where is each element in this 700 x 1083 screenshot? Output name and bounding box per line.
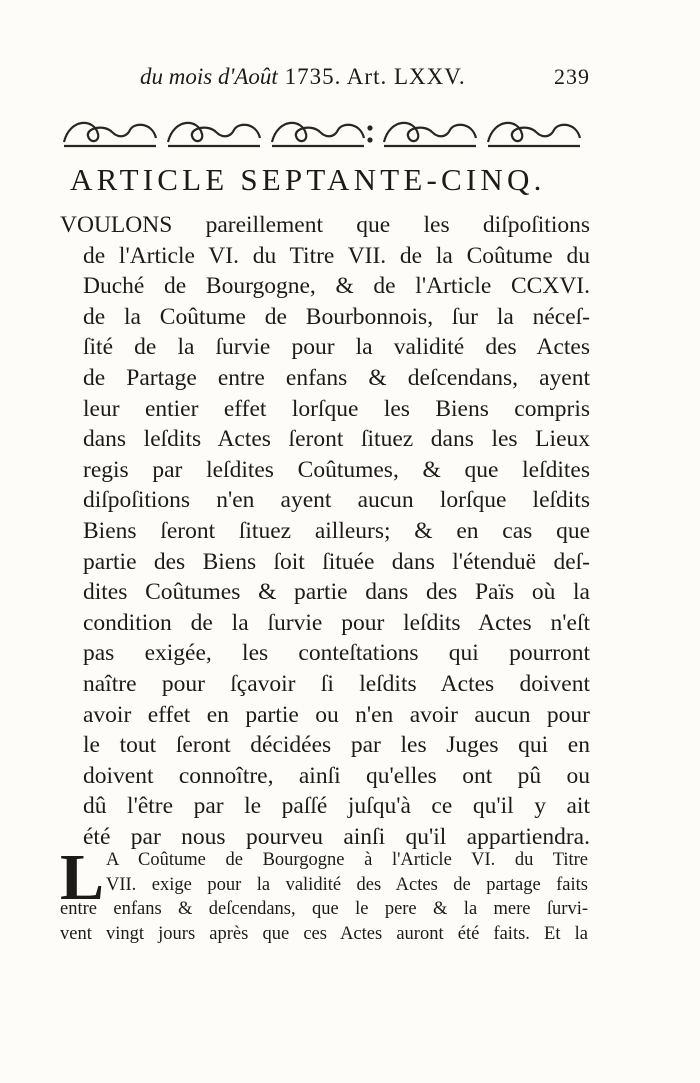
- ordinance-line: regis par leſdites Coûtumes, & que leſdites: [83, 456, 590, 483]
- ordinance-line: leur entier effet lorſque les Biens compris: [83, 395, 590, 422]
- ordinance-line: de Partage entre enfans & deſcendans, ayent: [83, 364, 590, 391]
- ordinance-line: ſité de la ſurvie pour la validité des Actes: [83, 334, 590, 361]
- ordinance-line: été par nous pourveu ainſi qu'il appartiendra.: [83, 823, 590, 850]
- commentary-line: VII. exige pour la validité des Actes de partage faits: [106, 874, 588, 895]
- ornament-unit: [64, 123, 156, 146]
- ordinance-line: Biens ſeront ſituez ailleurs; & en cas que: [83, 517, 590, 544]
- commentary-line: vent vingt jours après que ces Actes auront été faits. Et la: [60, 923, 588, 944]
- article-title: ARTICLE SEPTANTE-CINQ.: [70, 162, 546, 197]
- drop-cap: L: [60, 841, 105, 914]
- running-head: [140, 64, 590, 90]
- ornamental-band: [60, 112, 588, 150]
- ordinance-line: dans leſdits Actes ſeront ſituez dans les Lieux: [83, 426, 590, 453]
- ordinance-line: de la Coûtume de Bourbonnois, ſur la néceſ-: [83, 303, 590, 330]
- ordinance-line: doivent connoître, ainſi qu'elles ont pû ou: [83, 762, 590, 789]
- ordinance-line: dû l'être par le paſſé juſqu'à ce qu'il y ait: [83, 793, 590, 820]
- ordinance-line: dites Coûtumes & partie dans des Païs où la: [83, 579, 590, 606]
- ordinance-line: Duché de Bourgogne, & de l'Article CCXVI.: [83, 273, 590, 300]
- commentary-text: [60, 841, 588, 946]
- running-head-article: 1735. Art. LXXV.: [284, 64, 466, 89]
- ordinance-line: pas exigée, les conteſtations qui pourront: [83, 640, 590, 667]
- ordinance-line: le tout ſeront décidées par les Juges qui en: [83, 732, 590, 759]
- ordinance-line: de l'Article VI. du Titre VII. de la Coûtume du: [83, 242, 590, 269]
- commentary-line: entre enfans & deſcendans, que le pere & la mere ſurvi-: [60, 899, 588, 919]
- ordinance-text: [60, 210, 590, 852]
- ordinance-line: diſpoſitions n'en ayent aucun lorſque leſdits: [83, 487, 590, 514]
- ordinance-line: avoir effet en partie ou n'en avoir aucun pour: [83, 701, 590, 728]
- running-head-month: du mois d'Août: [140, 64, 278, 89]
- ordinance-line: condition de la ſurvie pour leſdits Actes n'eſt: [83, 609, 590, 636]
- ordinance-line: VOULONS pareillement que les diſpoſitions: [60, 212, 590, 238]
- ordinance-line: partie des Biens ſoit ſituée dans l'étenduë deſ-: [83, 548, 590, 575]
- page-number: 239: [554, 64, 590, 89]
- commentary-line: A Coûtume de Bourgogne à l'Article VI. du Titre: [106, 850, 588, 870]
- ordinance-line: naître pour ſçavoir ſi leſdits Actes doivent: [83, 670, 590, 697]
